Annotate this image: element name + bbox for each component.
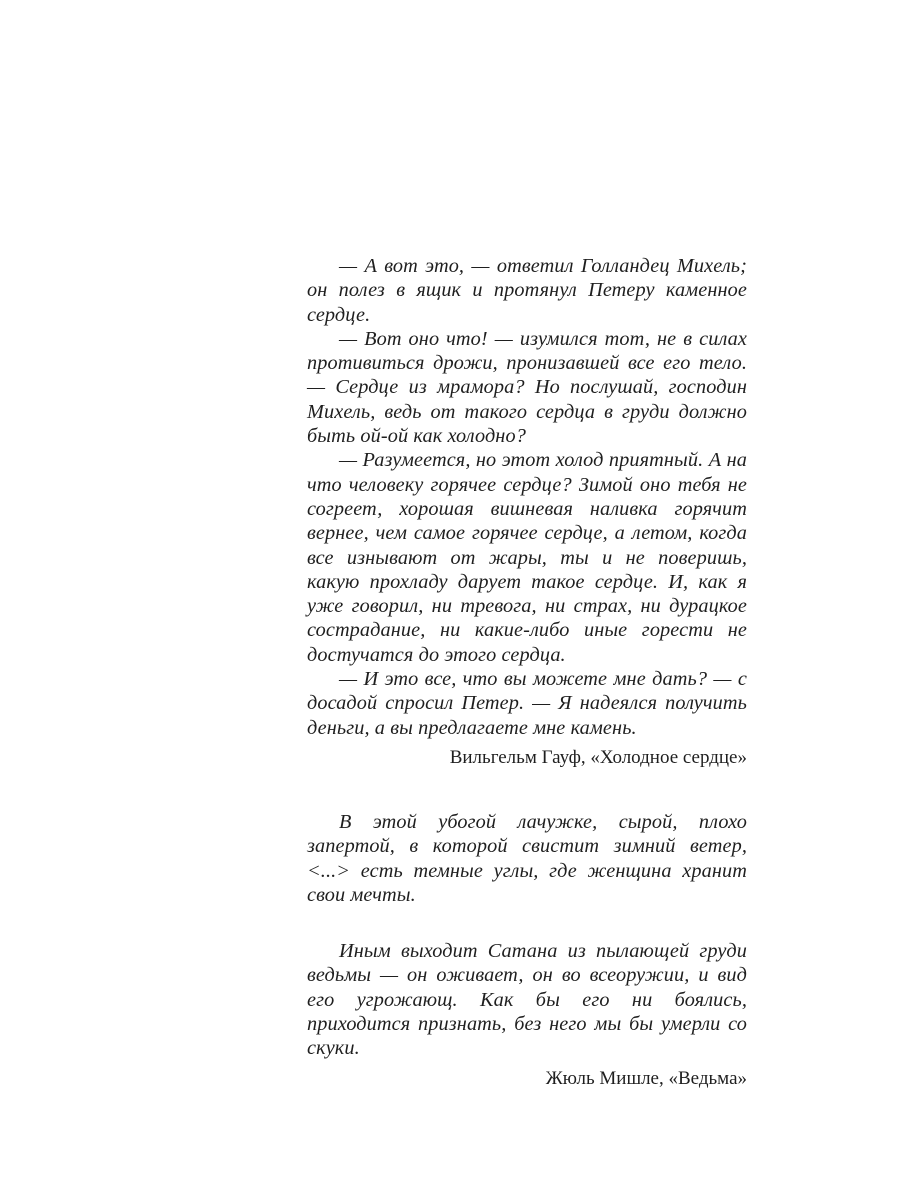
section-spacer — [307, 770, 747, 810]
attribution-hauff: Вильгельм Гауф, «Холодное сердце» — [449, 746, 747, 768]
quote-paragraph: — Вот оно что! — изумился тот, не в силах противиться дрожи, пронизавшей все его тело. — Сердце из мрамора? Но послушай, господин Михель, ведь от такого сердца в груди должно быть ой-ой как холодно? — [307, 327, 747, 448]
quote-paragraph: — И это все, что вы можете мне дать? — с досадой спросил Петер. — Я надеялся получить деньги, а вы предлагаете мне камень. — [307, 668, 747, 739]
quote-paragraph: — Разумеется, но этот холод приятный. А на что человеку горячее сердце? Зимой оно тебя не согреет, хорошая вишневая наливка горячит вернее, чем самое горячее сердце, а летом, когда все изнывают от жары, ты и не поверишь, какую прохладу дарует такое сердце. И, как я уже говорил, ни тревога, ни страх, ни дурацкое сострадание, ни какие-либо иные горести не достучатся до этого сердца. — [307, 449, 747, 666]
epigraph-michelet-1 — [307, 810, 747, 907]
epigraph-michelet-2 — [307, 939, 747, 1090]
epigraph-hauff — [307, 254, 747, 770]
epigraph-block — [307, 254, 747, 1091]
section-spacer — [307, 907, 747, 939]
attribution-michelet: Жюль Мишле, «Ведьма» — [545, 1067, 747, 1089]
quote-paragraph: — А вот это, — ответил Голландец Михель; он полез в ящик и протянул Петеру каменное сердце. — [307, 255, 747, 326]
quote-paragraph: В этой убогой лачужке, сырой, плохо запертой, в которой свистит зимний ветер, <...> есть темные углы, где женщина хранит свои мечты. — [307, 810, 747, 906]
quote-paragraph: Иным выходит Сатана из пылающей груди ведьмы — он оживает, он во всеоружии, и вид его угрожающ. Как бы его ни боялись, приходится признать, без него мы бы умерли со скуки. — [307, 940, 747, 1060]
